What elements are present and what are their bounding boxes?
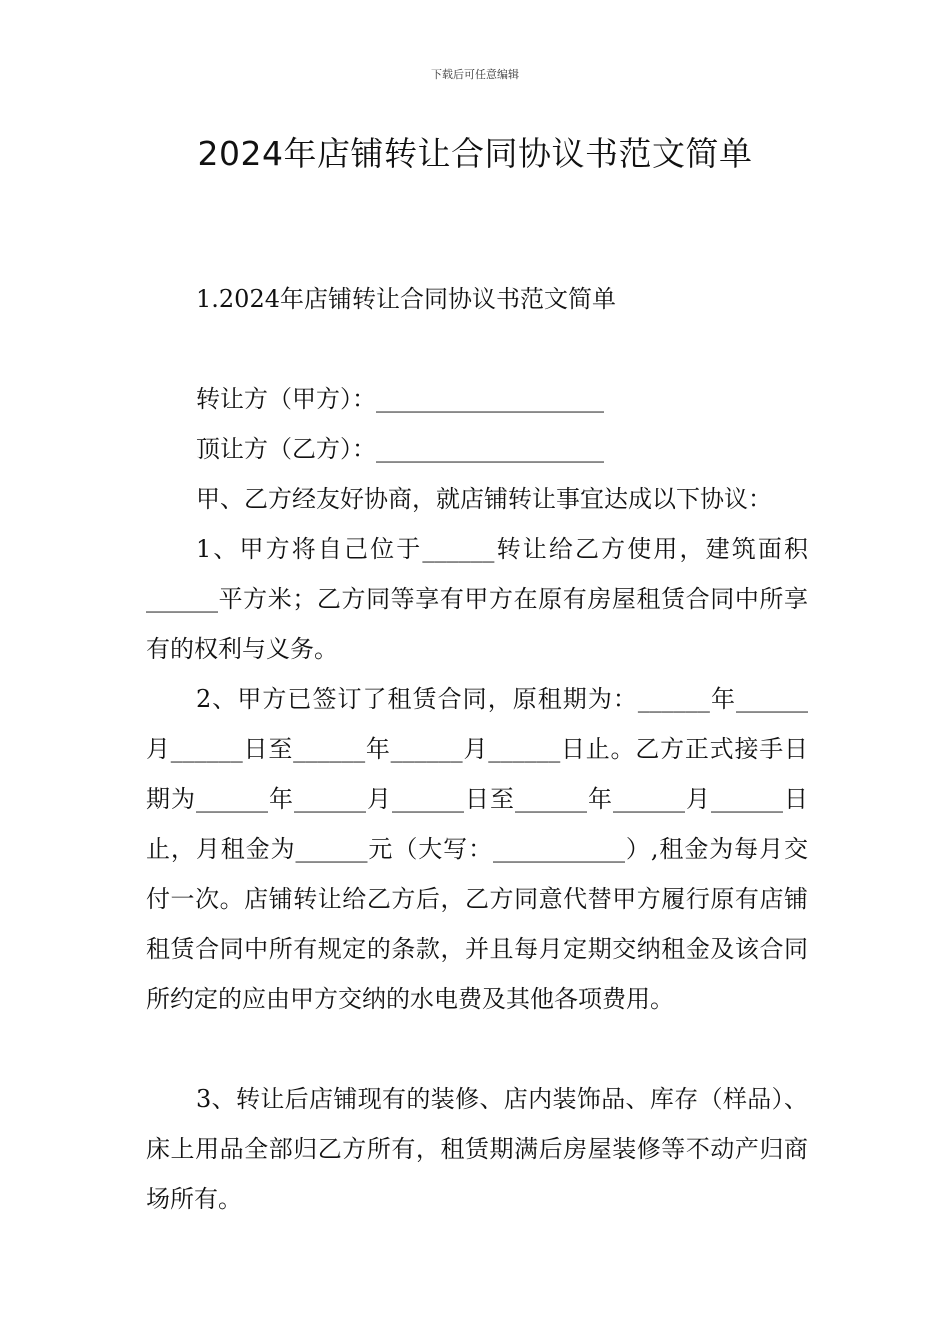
transferor-row <box>196 384 604 414</box>
header-note: 下载后可任意编辑 <box>431 68 519 81</box>
clause-1: 1、甲方将自己位于______转让给乙方使用，建筑面积______平方米；乙方同等享有甲方在原有房屋租赁合同中所享有的权利与义务。 <box>146 535 808 663</box>
intro-paragraph: 甲、乙方经友好协商，就店铺转让事宜达成以下协议： <box>196 485 772 513</box>
section-heading: 1.2024年店铺转让合同协议书范文简单 <box>196 285 616 313</box>
transferee-row <box>196 434 604 464</box>
transferor-blank: ___________________ <box>376 385 604 413</box>
clause-2: 2、甲方已签订了租赁合同，原租期为：______年______月______日至______年______月______日止。乙方正式接手日期为______年______月______日至______年______月______日止，月租金为______元（大写：___________）,租金为每月交付一次。店铺转让给乙方后，乙方同意代替甲方履行原有店铺租赁合同中所有规定的条款，并且每月定期交纳租金及该合同所约定的应由甲方交纳的水电费及其他各项费用。 <box>146 685 808 1013</box>
transferee-blank: ___________________ <box>376 435 604 463</box>
transferor-label: 转让方（甲方）： <box>196 385 376 413</box>
document-title: 2024年店铺转让合同协议书范文简单 <box>197 134 753 173</box>
clause-3: 3、转让后店铺现有的装修、店内装饰品、库存（样品）、床上用品全部归乙方所有，租赁期满后房屋装修等不动产归商场所有。 <box>146 1085 808 1213</box>
transferee-label: 顶让方（乙方）： <box>196 435 376 463</box>
